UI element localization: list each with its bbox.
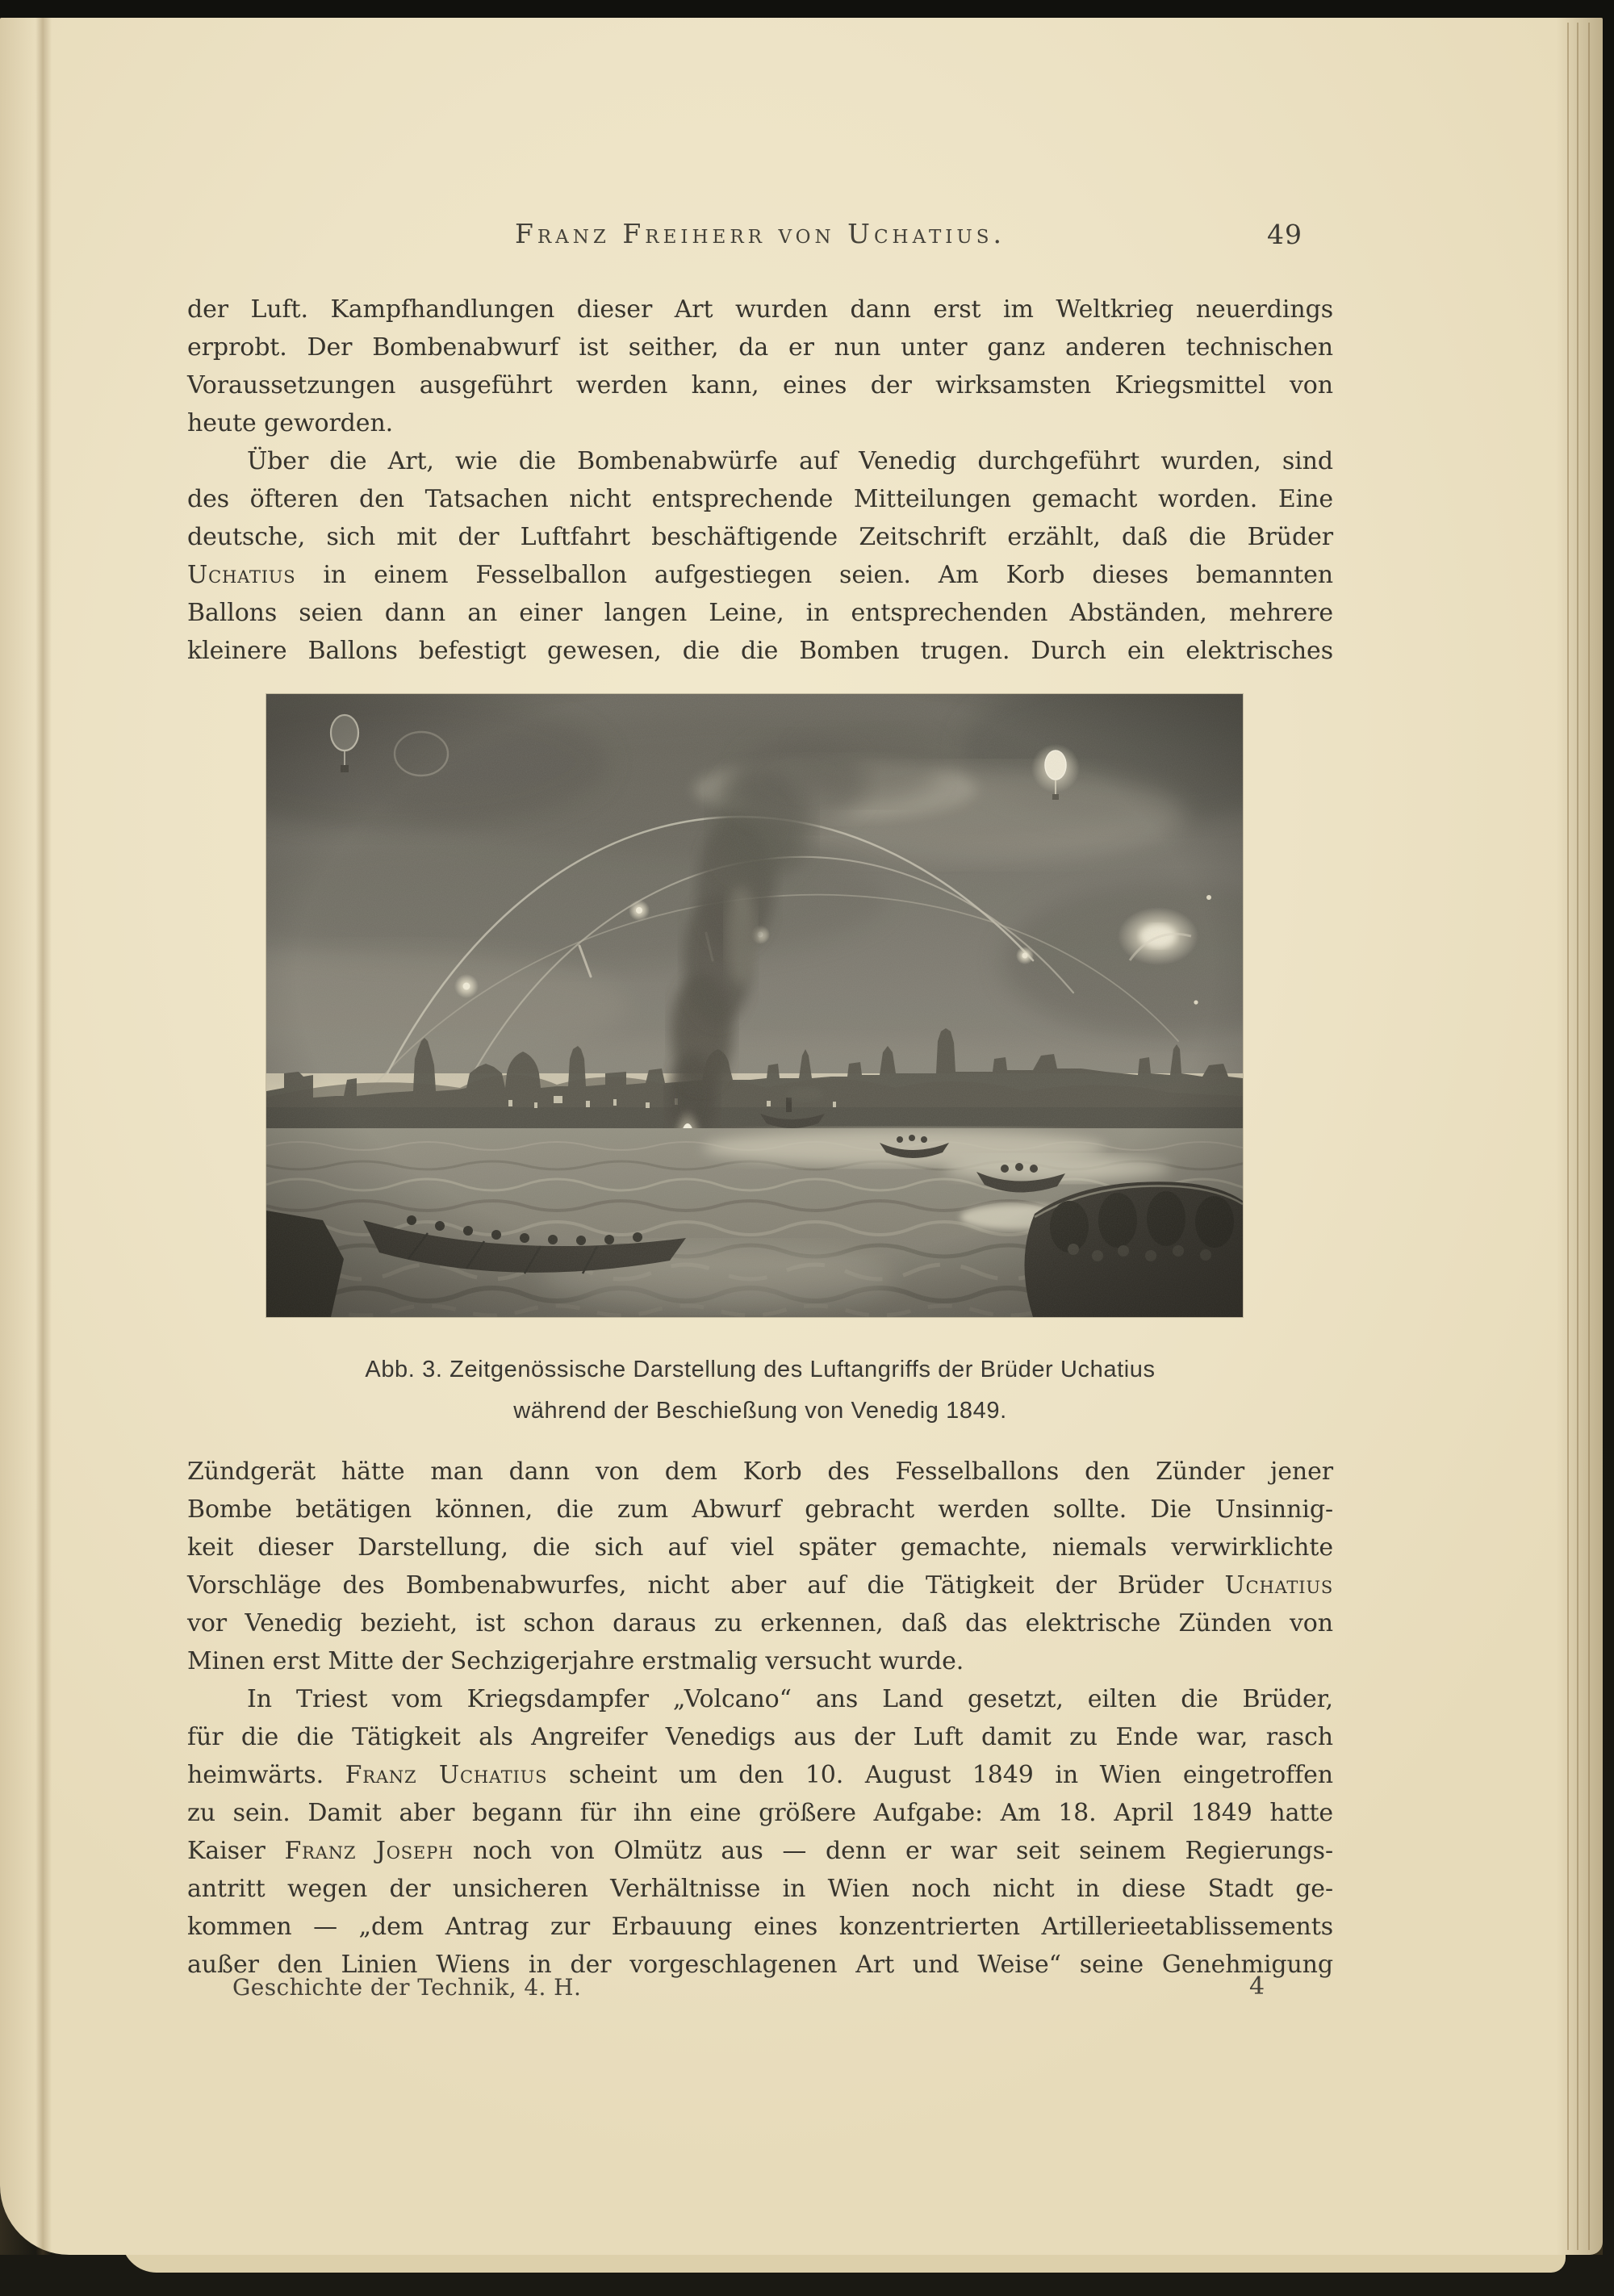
page-stack-shade bbox=[1545, 18, 1603, 2255]
body-paragraph-1 bbox=[187, 291, 1333, 442]
text-line: des öfteren den Tatsachen nicht entsprechende Mitteilungen gemacht worden. Eine bbox=[187, 485, 1333, 513]
figure-venice-bombardment bbox=[266, 694, 1243, 1317]
text-line: deutsche, sich mit der Luftfahrt beschäftigende Zeitschrift erzählt, daß die Brüder bbox=[187, 523, 1333, 551]
text-line: In Triest vom Kriegsdampfer „Volcano“ ans Land gesetzt, eilten die Brüder, bbox=[247, 1685, 1333, 1713]
text-line: heimwärts. Franz Uchatius scheint um den 10. August 1849 in Wien eingetroffen bbox=[187, 1761, 1333, 1789]
text-line: Bombe betätigen können, die zum Abwurf gebracht werden sollte. Die Unsinnig- bbox=[187, 1495, 1333, 1524]
page-stack-edge-line bbox=[1577, 23, 1578, 2250]
figure-caption bbox=[187, 1349, 1333, 1432]
running-header-title: Franz Freiherr von Uchatius. bbox=[514, 218, 1006, 249]
text-line: erprobt. Der Bombenabwurf ist seither, da er nun unter ganz anderen technischen bbox=[187, 333, 1333, 362]
text-line: Über die Art, wie die Bombenabwürfe auf Venedig durchgeführt wurden, sind bbox=[247, 447, 1333, 475]
text-line: kleinere Ballons befestigt gewesen, die die Bomben trugen. Durch ein elektrisches bbox=[187, 637, 1333, 665]
footer-sheet-number: 4 bbox=[1249, 1972, 1265, 2001]
text-line: für die die Tätigkeit als Angreifer Venedigs aus der Luft damit zu Ende war, rasch bbox=[187, 1723, 1333, 1751]
page-gutter-fold-line bbox=[36, 18, 52, 2255]
text-line: kommen — „dem Antrag zur Erbauung eines konzentrierten Artillerieetablissements bbox=[187, 1913, 1333, 1941]
text-line: Kaiser Franz Joseph noch von Olmütz aus — denn er war seit seinem Regierungs- bbox=[187, 1837, 1333, 1865]
figure-caption-line-1: Abb. 3. Zeitgenössische Darstellung des Luftangriffs der Brüder Uchatius bbox=[365, 1357, 1156, 1382]
text-line: Ballons seien dann an einer langen Leine, in entsprechenden Abständen, mehrere bbox=[187, 599, 1333, 627]
page-stack-edge-line bbox=[1567, 23, 1569, 2250]
text-line: keit dieser Darstellung, die sich auf viel später gemachte, niemals verwirklichte bbox=[187, 1533, 1333, 1562]
text-line: Voraussetzungen ausgeführt werden kann, eines der wirksamsten Kriegsmittel von bbox=[187, 371, 1333, 399]
text-line: heute geworden. bbox=[187, 409, 394, 437]
figure-caption-line-2: während der Beschießung von Venedig 1849. bbox=[513, 1398, 1007, 1424]
body-paragraph-2 bbox=[187, 442, 1333, 670]
book-page bbox=[0, 18, 1603, 2255]
body-paragraph-3 bbox=[187, 1453, 1333, 1680]
text-line: Minen erst Mitte der Sechzigerjahre erstmalig versucht wurde. bbox=[187, 1647, 964, 1675]
text-line: Uchatius in einem Fesselballon aufgestiegen seien. Am Korb dieses bemannten bbox=[187, 561, 1333, 589]
text-line: antritt wegen der unsicheren Verhältnisse in Wien noch nicht in diese Stadt ge- bbox=[187, 1875, 1333, 1903]
vignette bbox=[266, 694, 1243, 1317]
text-line: vor Venedig bezieht, ist schon daraus zu erkennen, daß das elektrische Zünden von bbox=[187, 1609, 1333, 1637]
footer-signature: Geschichte der Technik, 4. H. bbox=[232, 1974, 582, 2001]
illustration-canvas bbox=[266, 694, 1243, 1317]
body-paragraph-4 bbox=[187, 1680, 1333, 1984]
text-line: außer den Linien Wiens in der vorgeschlagenen Art und Weise“ seine Genehmigung bbox=[187, 1951, 1333, 1979]
page-number: 49 bbox=[1267, 219, 1302, 250]
text-line: Vorschläge des Bombenabwurfes, nicht aber auf die Tätigkeit der Brüder Uchatius bbox=[187, 1571, 1333, 1600]
text-line: Zündgerät hätte man dann von dem Korb des Fesselballons den Zünder jener bbox=[187, 1457, 1333, 1486]
running-header bbox=[187, 218, 1333, 249]
page-gutter-shade bbox=[0, 18, 48, 2255]
page-stack-edge-line bbox=[1588, 23, 1590, 2250]
text-line: der Luft. Kampfhandlungen dieser Art wurden dann erst im Weltkrieg neuerdings bbox=[187, 295, 1333, 324]
text-line: zu sein. Damit aber begann für ihn eine größere Aufgabe: Am 18. April 1849 hatte bbox=[187, 1799, 1333, 1827]
